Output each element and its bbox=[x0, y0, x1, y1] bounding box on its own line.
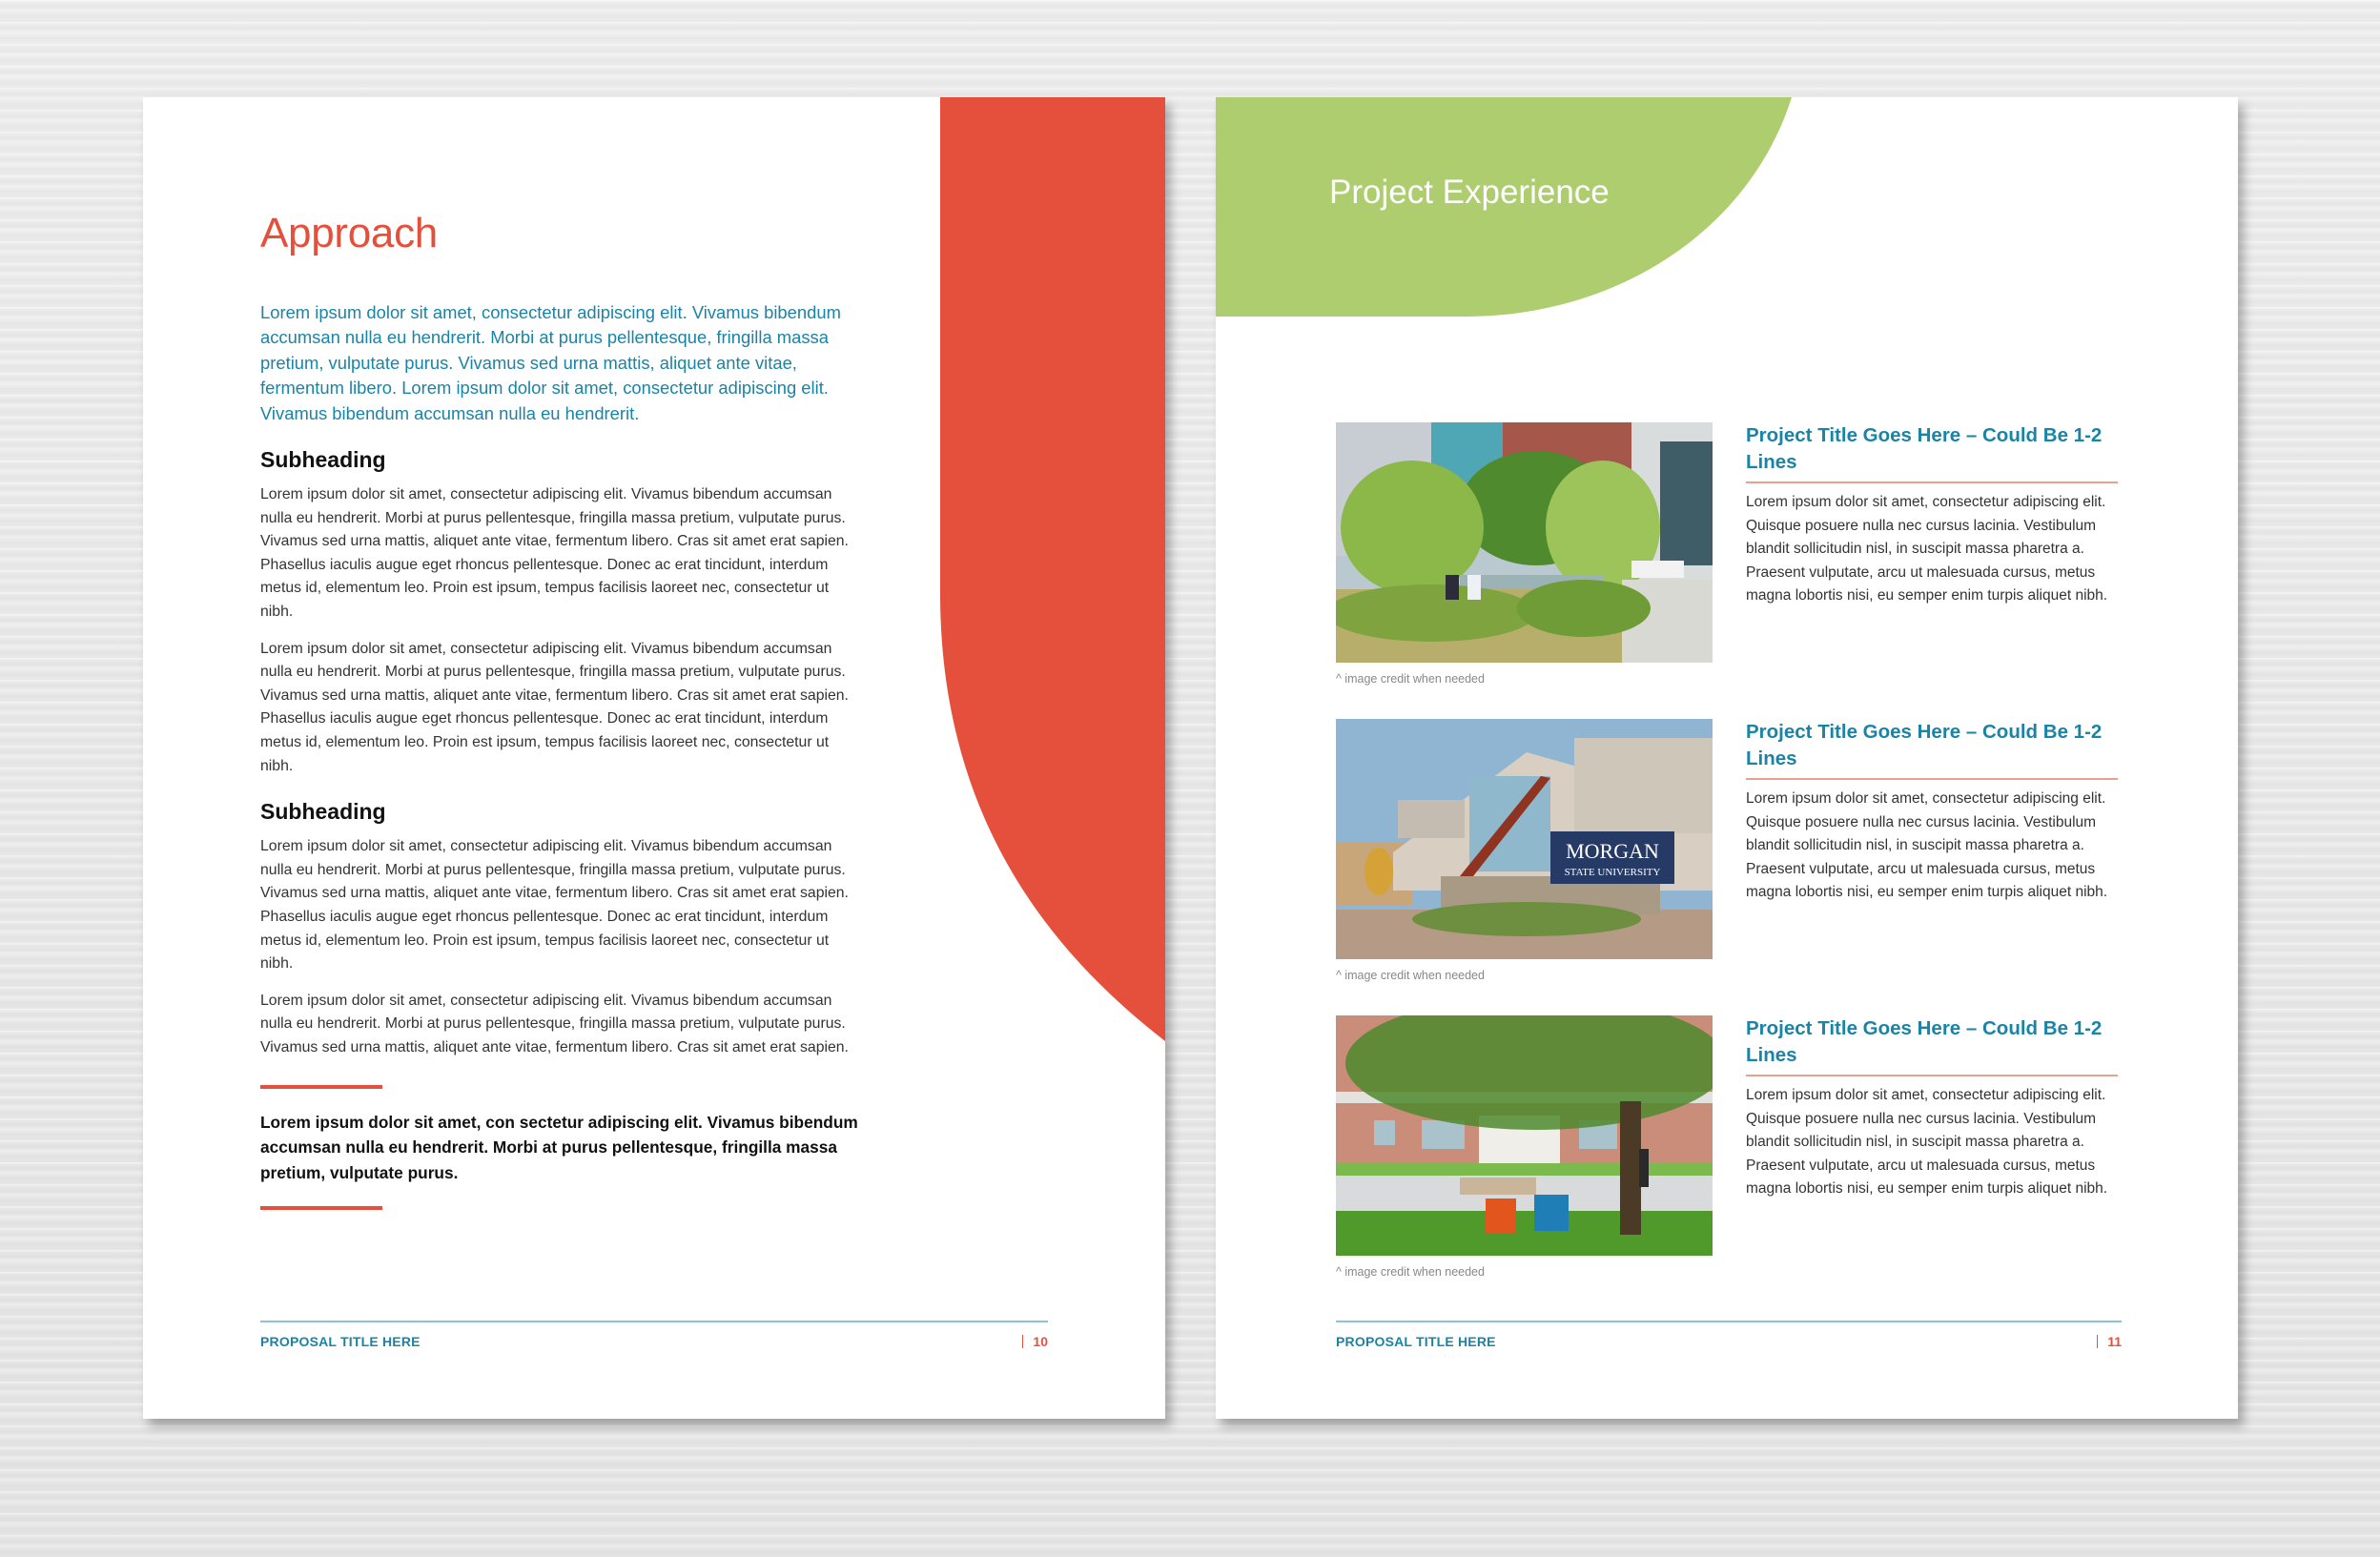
body-paragraph: Lorem ipsum dolor sit amet, consectetur adipiscing elit. Vivamus bibendum accumsan nulla eu hendrerit. Morbi at purus pellentesque, fringilla massa pretium, vulputate purus. Vivamus sed urna mattis, aliquet ante vitae, fermentum libero. Cras sit amet erat sapien. Phasellus iaculis augue eget rhoncus pellentesque. Donec ac erat tincidunt, interdum metus id, elementum leo. Proin est ipsum, tempus facilisis laoreet nec, consectetur ut nibh. bbox=[260, 640, 849, 774]
page-project-experience bbox=[1216, 97, 2238, 1419]
page-title: Approach bbox=[260, 210, 438, 256]
project-body: Lorem ipsum dolor sit amet, consectetur adipiscing elit. Quisque posuere nulla nec cursus lacinia. Vestibulum blandit sollicitudin nisl, in suscipit massa pharetra a. Praesent vulputate, arcu ut malesuada cursus, metus magna lobortis nisi, eu semper enim turpis aliquet nibh. bbox=[1746, 494, 2108, 604]
campus-courtyard-photo bbox=[1336, 1015, 1713, 1256]
project-description bbox=[1746, 719, 2118, 905]
red-decorative-shape bbox=[940, 97, 1165, 1089]
body-paragraph: Lorem ipsum dolor sit amet, consectetur adipiscing elit. Vivamus bibendum accumsan nulla eu hendrerit. Morbi at purus pellentesque, fringilla massa pretium, vulputate purus. Vivamus sed urna mattis, aliquet ante vitae, fermentum libero. Cras sit amet erat sapien. bbox=[260, 992, 849, 1055]
image-credit-caption: ^ image credit when needed bbox=[1336, 672, 1485, 686]
subheading: Subheading bbox=[260, 447, 386, 473]
subheading: Subheading bbox=[260, 799, 386, 825]
project-description bbox=[1746, 422, 2118, 608]
urban-plaza-with-trees-photo bbox=[1336, 422, 1713, 663]
project-entry bbox=[1336, 1015, 2124, 1301]
sign-name: MORGAN bbox=[1566, 839, 1659, 863]
project-body: Lorem ipsum dolor sit amet, consectetur adipiscing elit. Quisque posuere nulla nec cursus lacinia. Vestibulum blandit sollicitudin nisl, in suscipit massa pharetra a. Praesent vulputate, arcu ut malesuada cursus, metus magna lobortis nisi, eu semper enim turpis aliquet nibh. bbox=[1746, 1087, 2108, 1198]
project-description bbox=[1746, 1015, 2118, 1201]
project-body: Lorem ipsum dolor sit amet, consectetur adipiscing elit. Quisque posuere nulla nec cursus lacinia. Vestibulum blandit sollicitudin nisl, in suscipit massa pharetra a. Praesent vulputate, arcu ut malesuada cursus, metus magna lobortis nisi, eu semper enim turpis aliquet nibh. bbox=[1746, 790, 2108, 901]
page-footer bbox=[260, 1321, 1048, 1361]
project-title: Project Title Goes Here – Could Be 1-2 Lines bbox=[1746, 422, 2118, 483]
project-title: Project Title Goes Here – Could Be 1-2 Lines bbox=[1746, 1015, 2118, 1076]
callout-quote: Lorem ipsum dolor sit amet, con sectetur adipiscing elit. Vivamus bibendum accumsan nulla eu hendrerit. Morbi at purus pellentesque, fringilla massa pretium, vulputate purus. bbox=[260, 1112, 858, 1182]
page-number-value: 10 bbox=[1033, 1334, 1048, 1349]
page-number bbox=[1022, 1334, 1048, 1349]
page-title: Project Experience bbox=[1329, 174, 1610, 211]
footer-divider bbox=[2097, 1335, 2098, 1348]
image-credit-caption: ^ image credit when needed bbox=[1336, 1265, 1485, 1279]
footer-proposal-title: PROPOSAL TITLE HERE bbox=[1336, 1334, 1496, 1349]
callout-top-rule bbox=[260, 1085, 382, 1089]
callout-bottom-rule bbox=[260, 1206, 382, 1210]
body-paragraph: Lorem ipsum dolor sit amet, consectetur adipiscing elit. Vivamus bibendum accumsan nulla eu hendrerit. Morbi at purus pellentesque, fringilla massa pretium, vulputate purus. Vivamus sed urna mattis, aliquet ante vitae, fermentum libero. Cras sit amet erat sapien. Phasellus iaculis augue eget rhoncus pellentesque. Donec ac erat tincidunt, interdum metus id, elementum leo. Proin est ipsum, tempus facilisis laoreet nec, consectetur ut nibh. bbox=[260, 486, 849, 620]
university-building-photo bbox=[1336, 719, 1713, 959]
page-number-value: 11 bbox=[2107, 1334, 2122, 1349]
project-title: Project Title Goes Here – Could Be 1-2 Lines bbox=[1746, 719, 2118, 780]
page-footer bbox=[1336, 1321, 2122, 1361]
footer-proposal-title: PROPOSAL TITLE HERE bbox=[260, 1334, 421, 1349]
sign-subtitle: STATE UNIVERSITY bbox=[1564, 867, 1661, 878]
project-entry bbox=[1336, 719, 2124, 1005]
page-approach bbox=[143, 97, 1165, 1419]
approach-content bbox=[260, 209, 861, 1210]
intro-paragraph: Lorem ipsum dolor sit amet, consectetur adipiscing elit. Vivamus bibendum accumsan nulla eu hendrerit. Morbi at purus pellentesque, fringilla massa pretium, vulputate purus. Vivamus sed urna mattis, aliquet ante vitae, fermentum libero. Lorem ipsum dolor sit amet, consectetur adipiscing elit. Vivamus bibendum accumsan nulla eu hendrerit. bbox=[260, 302, 841, 423]
project-entry bbox=[1336, 422, 2124, 708]
page-number bbox=[2097, 1334, 2122, 1349]
footer-divider bbox=[1022, 1335, 1023, 1348]
image-credit-caption: ^ image credit when needed bbox=[1336, 969, 1485, 982]
body-paragraph: Lorem ipsum dolor sit amet, consectetur adipiscing elit. Vivamus bibendum accumsan nulla eu hendrerit. Morbi at purus pellentesque, fringilla massa pretium, vulputate purus. Vivamus sed urna mattis, aliquet ante vitae, fermentum libero. Cras sit amet erat sapien. Phasellus iaculis augue eget rhoncus pellentesque. Donec ac erat tincidunt, interdum metus id, elementum leo. Proin est ipsum, tempus facilisis laoreet nec, consectetur ut nibh. bbox=[260, 838, 849, 973]
